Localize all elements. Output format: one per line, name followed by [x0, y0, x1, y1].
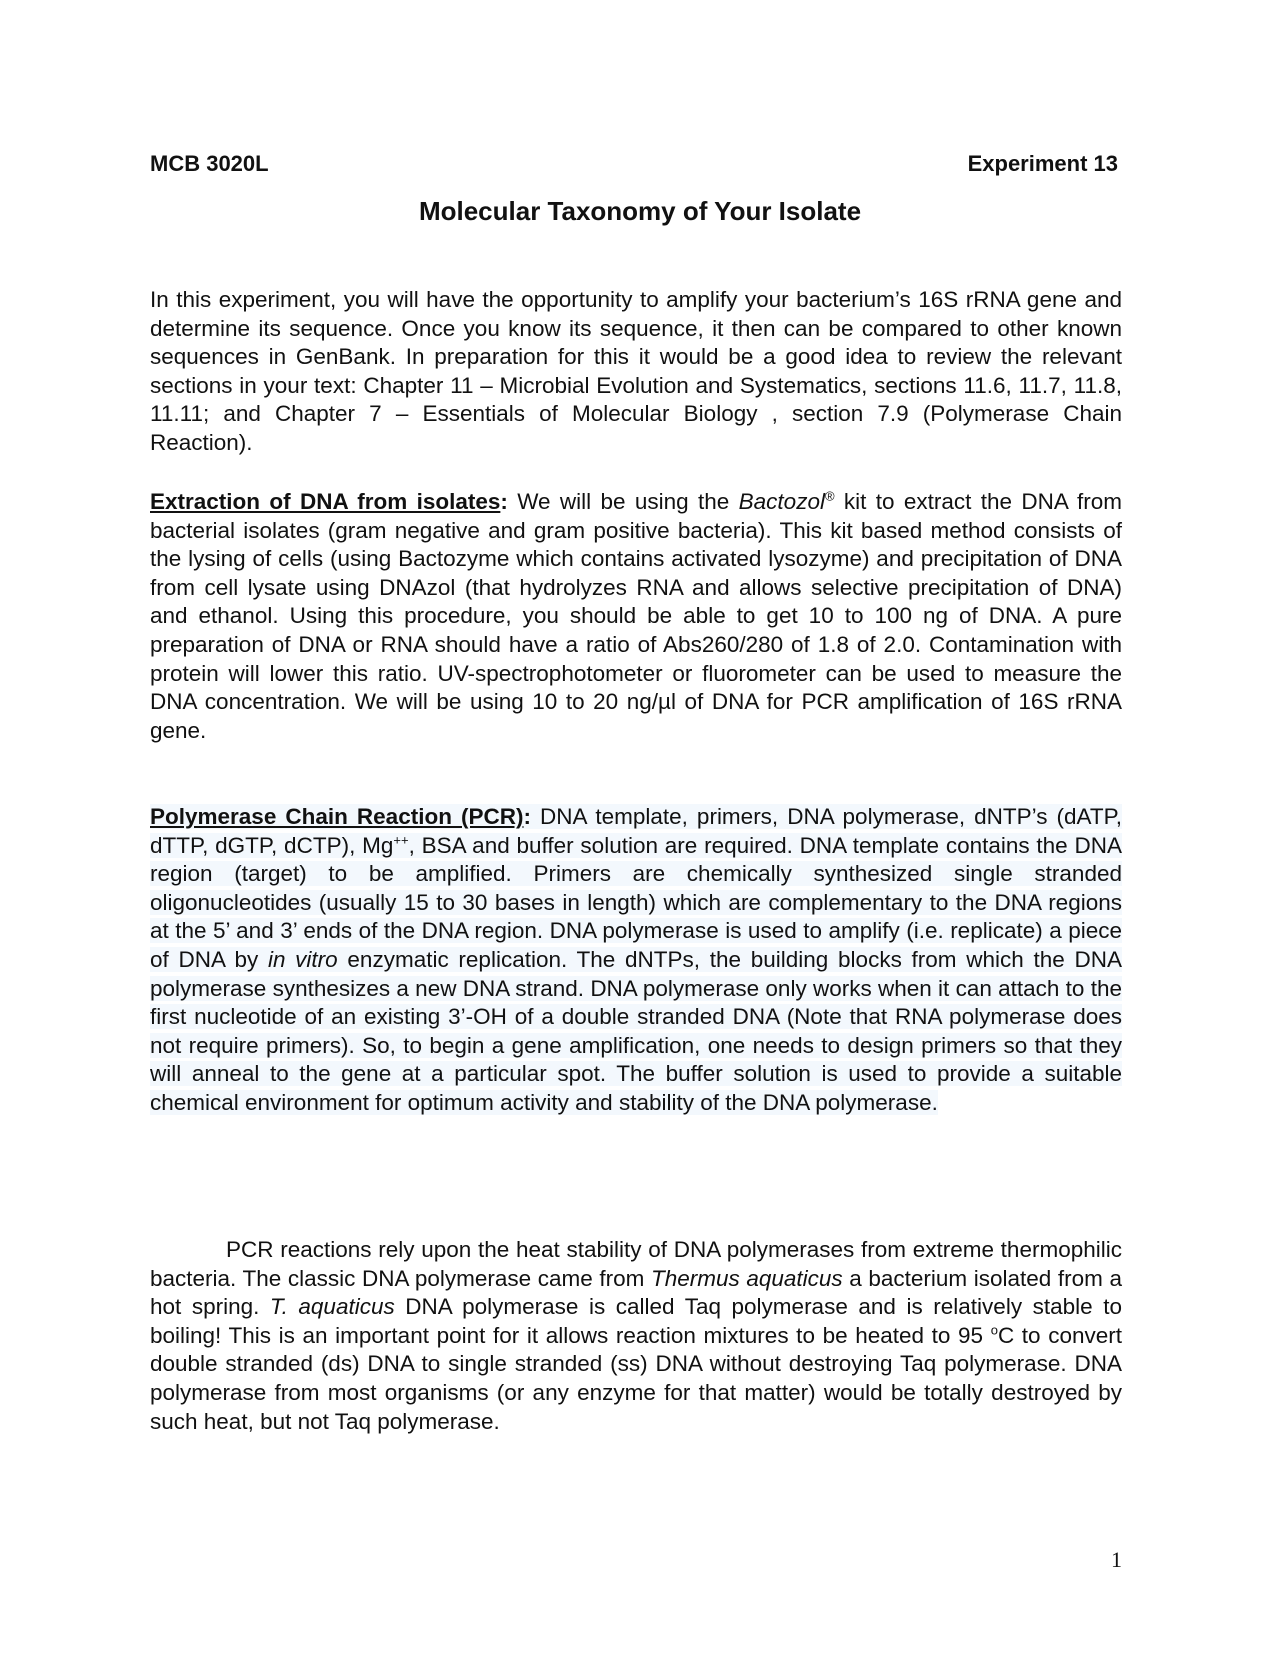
taq-text-1: PCR reactions rely upon the heat stability of DNA polymerases from extreme thermophilic bacteria. The classic DNA polymerase came from: [150, 1237, 1122, 1291]
taq-text-4: C to convert double stranded (ds) DNA to single stranded (ss) DNA without destroying Taq polymerase. DNA polymerase from most organisms (or any enzyme for that matter) would be totally destroyed by such heat, but not Taq polymerase.: [150, 1322, 1122, 1434]
species-short-name: T. aquaticus: [269, 1294, 395, 1320]
intro-text: In this experiment, you will have the opportunity to amplify your bacterium’s 16S rRNA gene and determine its sequence. Once you know its sequence, it then can be compared to other known sequences in GenBank. In preparation for this it would be a good idea to review the relevant sections in your text: Chapter 11 – Microbial Evolution and Systematics, sections 11.6, 11.7, 11.8, 11.11; and Chapter 7 – Essentials of Molecular Biology , section 7.9 (Polymerase Chain Reaction).: [150, 287, 1122, 455]
pcr-text-1: DNA template, primers, DNA polymerase, dNTP’s (dATP, dTTP, dGTP, dCTP), Mg: [150, 804, 1122, 858]
species-name: Thermus aquaticus: [650, 1265, 843, 1291]
pcr-text-2: , BSA and buffer solution are required. DNA template contains the DNA region (target) to be amplified. Primers are chemically synthesized single stranded oligonucleotides (usually 15 to 30 bases in length) which are complementary to the DNA regions at the 5’ and 3’ ends of the DNA region. DNA polymerase is used to amplify (i.e. replicate) a piece of DNA by: [150, 832, 1122, 972]
pcr-heading-colon: :: [523, 804, 531, 829]
kit-name: Bactozol: [738, 489, 825, 514]
course-code: MCB 3020L: [150, 151, 269, 176]
taq-paragraph: [150, 1236, 1122, 1436]
document-title: Molecular Taxonomy of Your Isolate: [418, 196, 862, 226]
extraction-heading-colon: :: [500, 489, 508, 514]
intro-paragraph: [150, 286, 1122, 458]
extraction-heading: Extraction of DNA from isolates: [150, 489, 501, 514]
extraction-paragraph: [150, 488, 1122, 745]
mg-superscript: ++: [393, 832, 409, 848]
taq-text-3: DNA polymerase is called Taq polymerase and is relatively stable to boiling! This is an important point for it allows reaction mixtures to be heated to 95: [150, 1294, 1122, 1348]
in-vitro-term: in vitro: [267, 946, 338, 972]
pcr-heading: Polymerase Chain Reaction (PCR): [150, 804, 524, 829]
registered-mark: ®: [824, 488, 835, 504]
extraction-body: kit to extract the DNA from bacterial isolates (gram negative and gram positive bacteria). This kit based method consists of the lysing of cells (using Bactozyme which contains activated lysozyme) and precipitation of DNA from cell lysate using DNAzol (that hydrolyzes RNA and allows selective precipitation of DNA) and ethanol. Using this procedure, you should be able to get 10 to 100 ng of DNA. A pure preparation of DNA or RNA should have a ratio of Abs260/280 of 1.8 of 2.0. Contamination with protein will lower this ratio. UV-spectrophotometer or fluorometer can be used to measure the DNA concentration. We will be using 10 to 20 ng/µl of DNA for PCR amplification of 16S rRNA gene.: [150, 489, 1122, 743]
pcr-paragraph: [150, 803, 1122, 1118]
pcr-text-3: enzymatic replication. The dNTPs, the building blocks from which the DNA polymerase synthesizes a new DNA strand. DNA polymerase only works when it can attach to the first nucleotide of an existing 3’-OH of a double stranded DNA (Note that RNA polymerase does not require primers). So, to begin a gene amplification, one needs to design primers so that they will anneal to the gene at a particular spot. The buffer solution is used to provide a suitable chemical environment for optimum activity and stability of the DNA polymerase.: [150, 946, 1122, 1115]
taq-text-2: a bacterium isolated from a hot spring.: [150, 1265, 1123, 1320]
page-number: 1: [1111, 1547, 1122, 1572]
degree-superscript: o: [990, 1322, 998, 1338]
experiment-number: Experiment 13: [967, 151, 1118, 176]
extraction-lead: We will be using the: [507, 489, 739, 514]
